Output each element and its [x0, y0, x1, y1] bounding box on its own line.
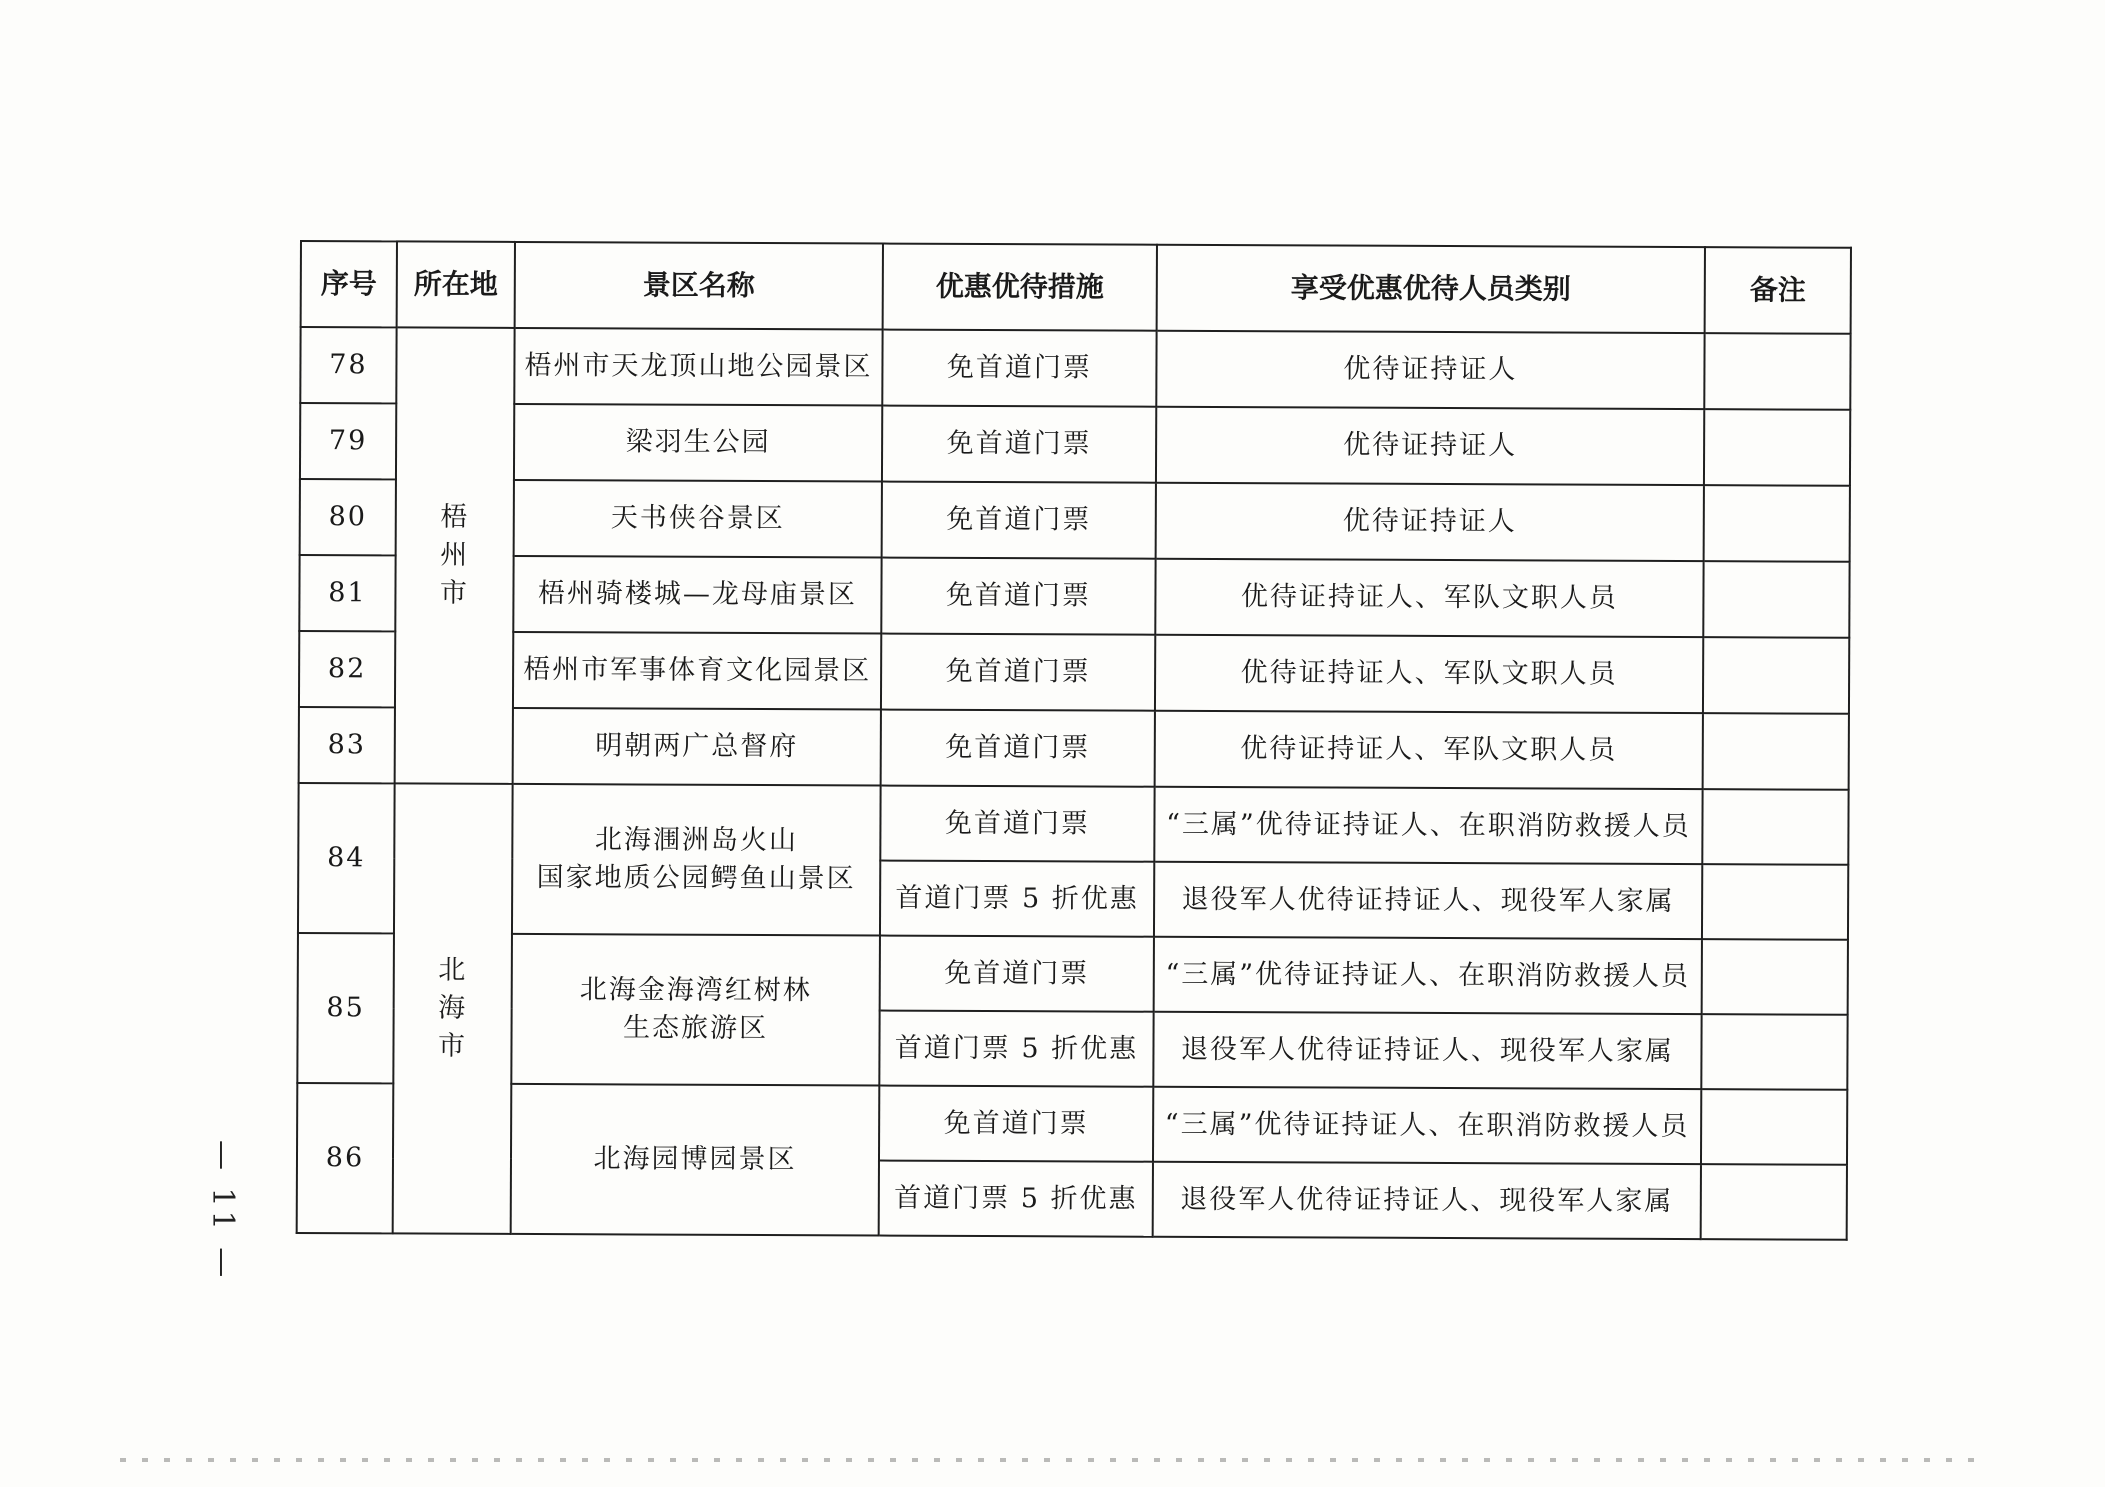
measure: 免首道门票 [882, 406, 1156, 483]
category: 优待证持证人、军队文职人员 [1155, 711, 1703, 789]
header-scenic-name: 景区名称 [515, 242, 883, 330]
scenic-name: 梧州市军事体育文化园景区 [513, 632, 881, 710]
row-no: 85 [297, 933, 394, 1083]
scenic-name [511, 1084, 880, 1236]
table-row [298, 933, 1848, 1015]
measure: 免首道门票 [880, 786, 1154, 862]
table-row [299, 707, 1849, 790]
region-label: 北海市 [437, 954, 468, 1062]
table-row [300, 403, 1850, 486]
category: 退役军人优待证持证人、现役军人家属 [1153, 1012, 1701, 1089]
scenic-name: 天书侠谷景区 [514, 480, 882, 558]
note [1703, 561, 1849, 638]
note [1704, 409, 1850, 486]
row-no: 84 [298, 783, 395, 933]
category: “三属”优待证持证人、在职消防救援人员 [1153, 1087, 1701, 1164]
scenic-name-line: 北海金海湾红树林 [579, 974, 812, 1007]
category: “三属”优待证持证人、在职消防救援人员 [1154, 787, 1702, 864]
category: 退役军人优待证持证人、现役军人家属 [1154, 862, 1702, 939]
header-note: 备注 [1705, 247, 1851, 334]
row-no: 80 [300, 479, 396, 555]
table-row [299, 555, 1849, 638]
region-label: 梧州市 [439, 501, 470, 609]
category: 优待证持证人 [1156, 483, 1704, 561]
row-no: 81 [299, 555, 395, 631]
table-row [300, 479, 1850, 562]
measure: 免首道门票 [882, 482, 1156, 559]
note [1703, 637, 1849, 714]
measure: 首道门票 5 折优惠 [879, 1161, 1153, 1237]
note [1701, 1014, 1847, 1090]
header-no: 序号 [301, 241, 397, 327]
note [1701, 1089, 1847, 1165]
category: 优待证持证人 [1156, 331, 1704, 409]
header-region: 所在地 [397, 241, 515, 328]
note [1703, 713, 1849, 790]
header-row [301, 241, 1851, 334]
category: 优待证持证人、军队文职人员 [1155, 559, 1703, 637]
table-row [300, 327, 1850, 410]
scenic-discount-table [296, 240, 1852, 1241]
scenic-name-line: 北海园博园景区 [593, 1143, 797, 1176]
table-row [298, 783, 1848, 865]
measure: 免首道门票 [881, 558, 1155, 635]
measure: 免首道门票 [880, 936, 1154, 1012]
note [1702, 939, 1848, 1015]
row-no: 82 [299, 631, 395, 707]
measure: 免首道门票 [881, 634, 1155, 711]
row-no: 78 [300, 327, 396, 403]
note [1702, 864, 1848, 940]
scenic-name-line: 北海涠洲岛火山 [594, 824, 798, 857]
header-measure: 优惠优待措施 [883, 244, 1157, 331]
category: 优待证持证人、军队文职人员 [1155, 635, 1703, 713]
row-no: 79 [300, 403, 396, 479]
scenic-name: 明朝两广总督府 [513, 708, 881, 786]
region-cell-wuzhou [395, 327, 515, 784]
scenic-name-line: 生态旅游区 [622, 1012, 769, 1045]
scenic-name: 梁羽生公园 [514, 404, 882, 482]
measure: 免首道门票 [879, 1086, 1153, 1162]
category: “三属”优待证持证人、在职消防救援人员 [1154, 937, 1702, 1014]
scenic-name-line: 国家地质公园鳄鱼山景区 [536, 862, 856, 895]
note [1704, 485, 1850, 562]
scan-artifact-line [120, 1458, 1980, 1462]
scenic-name: 梧州市天龙顶山地公园景区 [514, 328, 882, 406]
measure: 免首道门票 [881, 710, 1155, 787]
page-number: — 11 — [205, 1140, 240, 1282]
scenic-name [512, 784, 881, 936]
region-cell-beihai [393, 783, 513, 1234]
measure: 首道门票 5 折优惠 [880, 861, 1154, 937]
scenic-name [511, 934, 880, 1086]
category: 优待证持证人 [1156, 407, 1704, 485]
measure: 免首道门票 [882, 330, 1156, 407]
header-category: 享受优惠优待人员类别 [1157, 245, 1705, 333]
note [1704, 333, 1850, 410]
scenic-name: 梧州骑楼城—龙母庙景区 [513, 556, 881, 634]
note [1702, 789, 1848, 865]
category: 退役军人优待证持证人、现役军人家属 [1153, 1162, 1701, 1239]
note [1701, 1164, 1847, 1240]
row-no: 83 [299, 707, 395, 783]
table-row [299, 631, 1849, 714]
measure: 首道门票 5 折优惠 [879, 1011, 1153, 1087]
row-no: 86 [297, 1083, 394, 1233]
table-row [297, 1083, 1847, 1165]
